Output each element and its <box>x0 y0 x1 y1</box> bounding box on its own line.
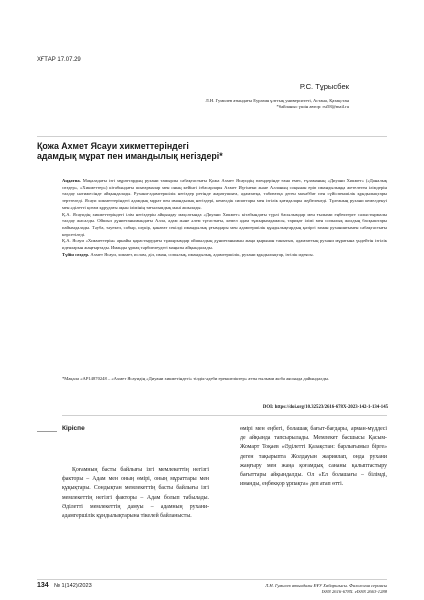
udc-code: ХҒТАР 17.07.29 <box>37 57 81 63</box>
footer-divider <box>37 579 387 580</box>
body-paragraph: өмірі мен еңбегі, болашақ бағыт-бағдары, арман-мүддесі де айқында тапсырылады. Мемлекет басшысы Қасым-Жомарт Тоқаев «Әділетті Қазақстан: барлығымыз бірге» деген тақырыпта Жолдауын жариялап, онда рухани жаңғыру мен жаңа қоғамдық сананы қалыптастыру бағыттары айқындалды. Ол «Ел болашағы – білімді, иманды, еңбекқор ұрпақта» деп атап өтті. <box>240 426 387 488</box>
keywords-text: Ахмет Ясауи, хикмет, ислам, діл, иман, сопылық, имандылық, адамгершілік, рухани құндылықтар, ізгілік идеясы. <box>90 251 314 257</box>
article-title <box>37 141 377 161</box>
journal-name: Л.Н. Гумилев атындағы ЕҰУ Хабаршысы. Филология сериясы <box>265 583 387 588</box>
section-heading-introduction: Кіріспе <box>62 425 85 432</box>
doi-divider <box>62 415 387 416</box>
body-column-left <box>62 466 209 521</box>
abstract-text-1: Мақаладағы ізгі мұраттардың рухани тамырлы сабақтастығы Қожа Ахмет Ясауидің өлеңдерінде ғана емес, ғұламаның «Диуани Хикмет» («Даналық сөздер», «Хикметтер») кітабындағы шығармалар мен оның кейінгі ізбасарлары Ахмет Иүгінеки және Алланың соңынан еріп имандылыққа жетелеген ілімдерін талдау нәтижесінде айқындалады. Рухани-адамгершілік негіздер ретінде жаратушыға, адамзатқа, табиғатқа деген махаббат пен сүйіспеншілік құндылықтары зерттеледі. Ясауи хикметтеріндегі адамдық мұрат пен имандылық негіздері, кемелдік сипаттары мен ізгілік қағидалары жүйеленеді. Тұлғаның рухани кемелденуі мен әділетті қоғам құрудағы ақын ілімінің тағылымдық мәні ашылады. <box>62 178 387 210</box>
journal-info <box>265 583 387 595</box>
abstract-paragraph-2: Қ.А. Ясауидің хикметтеріндегі ілім негіздерін айқындау мақсатында «Диуани Хикмет» кітабындағы түрлі басылымдар мен ғылыми еңбектерге салыстырмалы талдау жасалды. Ойшыл дүниетанымындағы Алла, адам және әлем тұтастығы, кемел адам тұжырымдамасы, тариқат ілімі мен сопылық жолдың басқыштары пайымдалады. Тәуба, тәуекел, сабыр, шүкір, қанағат секілді имандылық ұғымдары мен адамгершілік құндылықтардың қазіргі заман руханиятымен сабақтастығы көрсетіледі. <box>62 211 387 237</box>
page-number: 134 <box>37 582 49 589</box>
issue-number: № 1(142)/2023 <box>54 583 92 589</box>
abstract-paragraph-1 <box>62 178 387 212</box>
abstract <box>62 178 387 258</box>
body-paragraph: Қоғамның басты байлығы ізгі мемлекеттің негізгі факторы – Адам мен оның өмірі, оның мұраттары мен құқықтары. Сондықтан мемлекеттің басты байлығы ізгі мемлекеттің негізгі факторы – Адам болып табылады. Әділетті мемлекеттің дамуы – адамның рухани-адамгершілік құндылықтарына тікелей байланысты. <box>62 467 209 520</box>
title-divider <box>37 136 387 137</box>
doi-link[interactable]: DOI: https://doi.org/10.32523/2616-678X-2023-142-1-134-145 <box>262 405 388 410</box>
journal-issn: ISSN 2616-678X. eISSN 2663-1288 <box>321 589 387 594</box>
contact-email-line: *байланыс үшін автор: rst58@mail.ru <box>276 104 349 110</box>
article-title-line-1: Қожа Ахмет Ясауи хикметтеріндегі <box>37 141 189 151</box>
abstract-paragraph-3: Қ.А. Ясауи «Хикметтерін» арнайы қарастырудағы тұжырымдар ойшылдың дүниетанымын жаңа қырынан танытып, адамзаттың рухани мұратына үндейтін ізгілік идеяларын жаңғыртады. Иманды ұрпақ тәрбиелеудегі маңызы айқындалады. <box>62 238 387 251</box>
keywords-paragraph <box>62 252 387 259</box>
funding-footnote: *Мақала «AP14870248 – «Ахмет Ясауидің «Диуани хикметіндегі» тілдік-әдеби ерекшеліктер» атты ғылыми жоба аясында дайындалды. <box>62 376 330 381</box>
keywords-label: Түйін сөздер. <box>62 251 90 257</box>
intro-marker-line <box>37 431 57 432</box>
author-name: Р.С. Тұрысбек <box>299 82 349 91</box>
article-title-line-2: адамдық мұрат пен имандылық негіздері* <box>37 151 223 162</box>
body-column-right <box>240 425 387 489</box>
abstract-label: Аңдатпа. <box>62 178 81 183</box>
affiliation-line: Л.Н. Гумилев атындағы Еуразия ұлттық университеті, Астана, Қазақстан <box>205 98 349 103</box>
author-affiliation <box>89 98 349 111</box>
